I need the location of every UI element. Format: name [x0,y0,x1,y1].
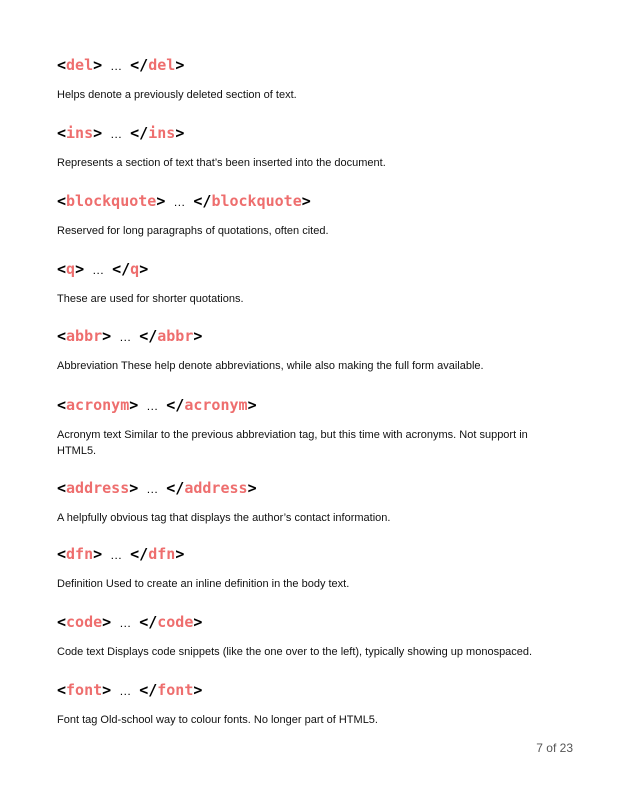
tag-name: code [66,613,103,631]
tag-name: dfn [66,545,94,563]
tag-heading: <abbr> … </abbr> [57,327,203,345]
tag-description: Font tag Old-school way to colour fonts. No longer part of HTML5. [57,714,378,726]
tag-name: blockquote [66,192,157,210]
tag-entry-del [57,54,297,103]
tag-description: Represents a section of text that’s been inserted into the document. [57,157,386,169]
tag-entry-q [57,258,244,307]
tag-description: A helpfully obvious tag that displays the author’s contact information. [57,512,391,524]
tag-name: abbr [66,327,103,345]
tag-entry-font [57,679,378,728]
ellipsis: … [119,330,132,344]
tag-description: Helps denote a previously deleted section of text. [57,89,297,101]
ellipsis: … [110,59,123,73]
tag-heading: <code> … </code> [57,613,203,631]
tag-name: q [130,260,140,278]
tag-name: font [157,681,194,699]
tag-description: Acronym text Similar to the previous abbreviation tag, but this time with acronyms. Not support in HTML5. [57,429,528,457]
tag-name: blockquote [211,192,302,210]
tag-heading: <del> … </del> [57,56,185,74]
ellipsis: … [119,616,132,630]
tag-description: These are used for shorter quotations. [57,293,244,305]
tag-name: address [184,479,248,497]
tag-name: code [157,613,194,631]
tag-name: acronym [66,396,130,414]
tag-name: ins [66,124,94,142]
tag-heading: <font> … </font> [57,681,203,699]
tag-entry-dfn [57,543,349,592]
tag-heading: <dfn> … </dfn> [57,545,185,563]
tag-heading: <blockquote> … </blockquote> [57,192,311,210]
tag-entry-acronym [57,394,562,459]
ellipsis: … [119,684,132,698]
ellipsis: … [110,548,123,562]
tag-name: font [66,681,103,699]
tag-entry-abbr [57,325,484,374]
tag-description: Reserved for long paragraphs of quotations, often cited. [57,225,329,237]
tag-heading: <address> … </address> [57,479,257,497]
ellipsis: … [146,482,159,496]
tag-name: q [66,260,76,278]
ellipsis: … [92,263,105,277]
tag-description: Abbreviation These help denote abbreviations, while also making the full form available. [57,360,484,372]
tag-name: dfn [148,545,176,563]
tag-name: address [66,479,130,497]
ellipsis: … [146,399,159,413]
tag-description: Definition Used to create an inline definition in the body text. [57,578,350,590]
tag-heading: <q> … </q> [57,260,149,278]
tag-entry-blockquote [57,190,329,239]
tag-heading: <ins> … </ins> [57,124,185,142]
tag-name: acronym [184,396,248,414]
tag-heading: <acronym> … </acronym> [57,396,257,414]
tag-name: ins [148,124,176,142]
ellipsis: … [173,195,186,209]
tag-entry-ins [57,122,386,171]
tag-entry-address [57,477,390,526]
tag-name: del [66,56,94,74]
tag-name: del [148,56,176,74]
tag-entry-code [57,611,532,660]
ellipsis: … [110,127,123,141]
tag-description: Code text Displays code snippets (like the one over to the left), typically showing up monospaced. [57,646,533,658]
page-number: 7 of 23 [536,741,573,755]
tag-name: abbr [157,327,194,345]
